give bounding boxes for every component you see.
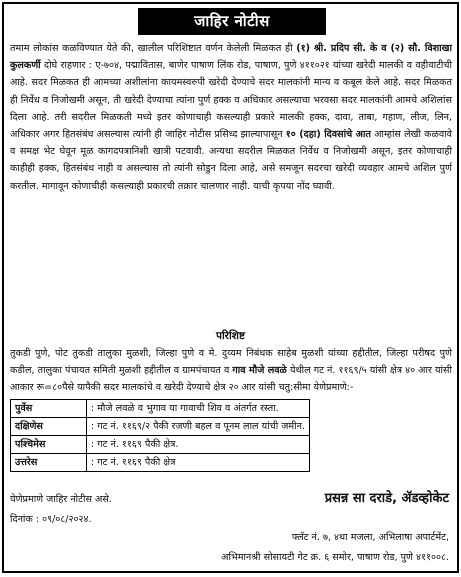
table-row: [11, 454, 310, 472]
boundary-direction: उत्तरेस: [11, 454, 87, 472]
table-row: [11, 436, 310, 454]
schedule-heading: परिशिष्ट: [216, 330, 245, 342]
boundary-description: : गट नं. ११६९ पैकी क्षेत्र.: [86, 436, 309, 454]
notice-end-text: येणेप्रमाणे जाहिर नोटीस असे.: [10, 494, 112, 505]
village-name: गाव मौजे लवळे: [232, 365, 287, 377]
advocate-address-line1: फ्लॅट नं. ७, ४था मजला, अभिलाषा अपार्टमेंट,: [291, 532, 449, 543]
boundary-description: : गट नं. ११६९ पैकी क्षेत्र: [86, 454, 309, 472]
schedule-rest: येथील गट नं. ११६९/५ यांसी क्षेत्र ४० आर यांसी आकार रू=८०पैसे यापैकी सदर मालकांचे व खरेदी देण्याचे क्षेत्र २० आर यांसी चतु:सीमा येणेप्रमाणे:-: [10, 365, 453, 394]
boundaries-table: [10, 399, 310, 472]
advocate-name: प्रसन्न सा दराडे, ॲडव्होकेट: [324, 491, 449, 506]
boundary-description: : मौजे लवळे व भुगाव या गावाची शिव व अंतर्गत रस्ता.: [86, 400, 309, 418]
boundary-direction: दक्षिणेस: [11, 418, 87, 436]
body-intro: तमाम लोकांस कळविण्यात येते की, खालील परिशिष्टात वर्णन केलेली मिळकत ही: [10, 43, 297, 54]
body-main: दोघे राहणार : ए-७०४, पद्मावितास, बाणेर पाषाण लिंक रोड, पाषाण, पुणे ४११०२१ यांच्या खरेदी मालकी व वहीवाटीची आहे. सदर मिळकत ही आमच्या अशीलांना कायमस्वरुपी खरेदी देण्याचे सदर मालकांनी मान्य व कबूल केले आहे. सदर मिळकत ही निर्वेध व निजोखमी असून, ती खरेदी देण्याचा त्यांना पुर्ण हक्क व अधिकार असल्याचा भरवसा सदर मालकांनी आमचे अशिलांस दिला आहे. तरी सदरील मिळकती मध्ये इतर कोणाचाही कसल्याही प्रकारे मालकी हक्क, दावा, ताबा, गहाण, लीज, लिन, अधिकार अगर हितसंबंध असल्यास त्यांनी ही जाहिर नोटीस प्रसिध्द झाल्यापासून: [10, 60, 452, 141]
notice-date: दिनांक : ०९/०८/२०२४.: [10, 514, 92, 525]
boundary-description: : गट नं. ११६९/२ पैकी रजणी बहल व पूनम लाल यांची जमीन.: [86, 418, 309, 436]
schedule-paragraph: [10, 345, 452, 397]
notice-body-paragraph: [10, 40, 452, 195]
advocate-address-line2: अभिमानश्री सोसायटी गेट क्र. ६ समोर, पाषाण रोड, पुणे ४११००८.: [221, 552, 449, 563]
owner-names: (१) श्री. प्रदिप सी. के व (२) सौ. विशाखा कुलकर्णी: [10, 43, 452, 72]
boundary-direction: पश्चिमेस: [11, 436, 87, 454]
notice-title: जाहिर नोटीस: [138, 8, 326, 35]
body-closing: आम्हांस लेखी कळवावे व समक्ष भेट घेवून मूळ कागदपत्रानिशी खात्री पटवावी. अन्यथा सदरील मिळकत निर्वेध व निजोखमी असून, इतर कोणाचाही काहीही हक्क, हितसंबंध नाही व असल्यास तो त्यांनी सोडुन दिला आहे, असे समजून सदरचा खरेदी व्यवहार आमचे अशिल पुर्ण करतील. मागावून कोणाचीही कसल्याही प्रकारची तक्रार चालणार नाही. याची कृपया नोंद घ्यावी.: [10, 129, 452, 192]
deadline-text: १० (दहा) दिवसांचे आत: [285, 129, 371, 141]
schedule-intro: तुकडी पुणे, पोट तुकडी तालुका मुळशी, जिल्हा पुणे व मे. दुय्यम निबंधक साहेब मुळशी यांच्या हद्दीतील, जिल्हा परीषद पुणे कडील, तालुका पंचायत समिती मुळशी हद्दीतील व ग्रामपंचायत व: [10, 348, 452, 377]
table-row: [11, 418, 310, 436]
table-row: [11, 400, 310, 418]
public-notice: [2, 2, 459, 573]
boundary-direction: पुर्वेस: [11, 400, 87, 418]
